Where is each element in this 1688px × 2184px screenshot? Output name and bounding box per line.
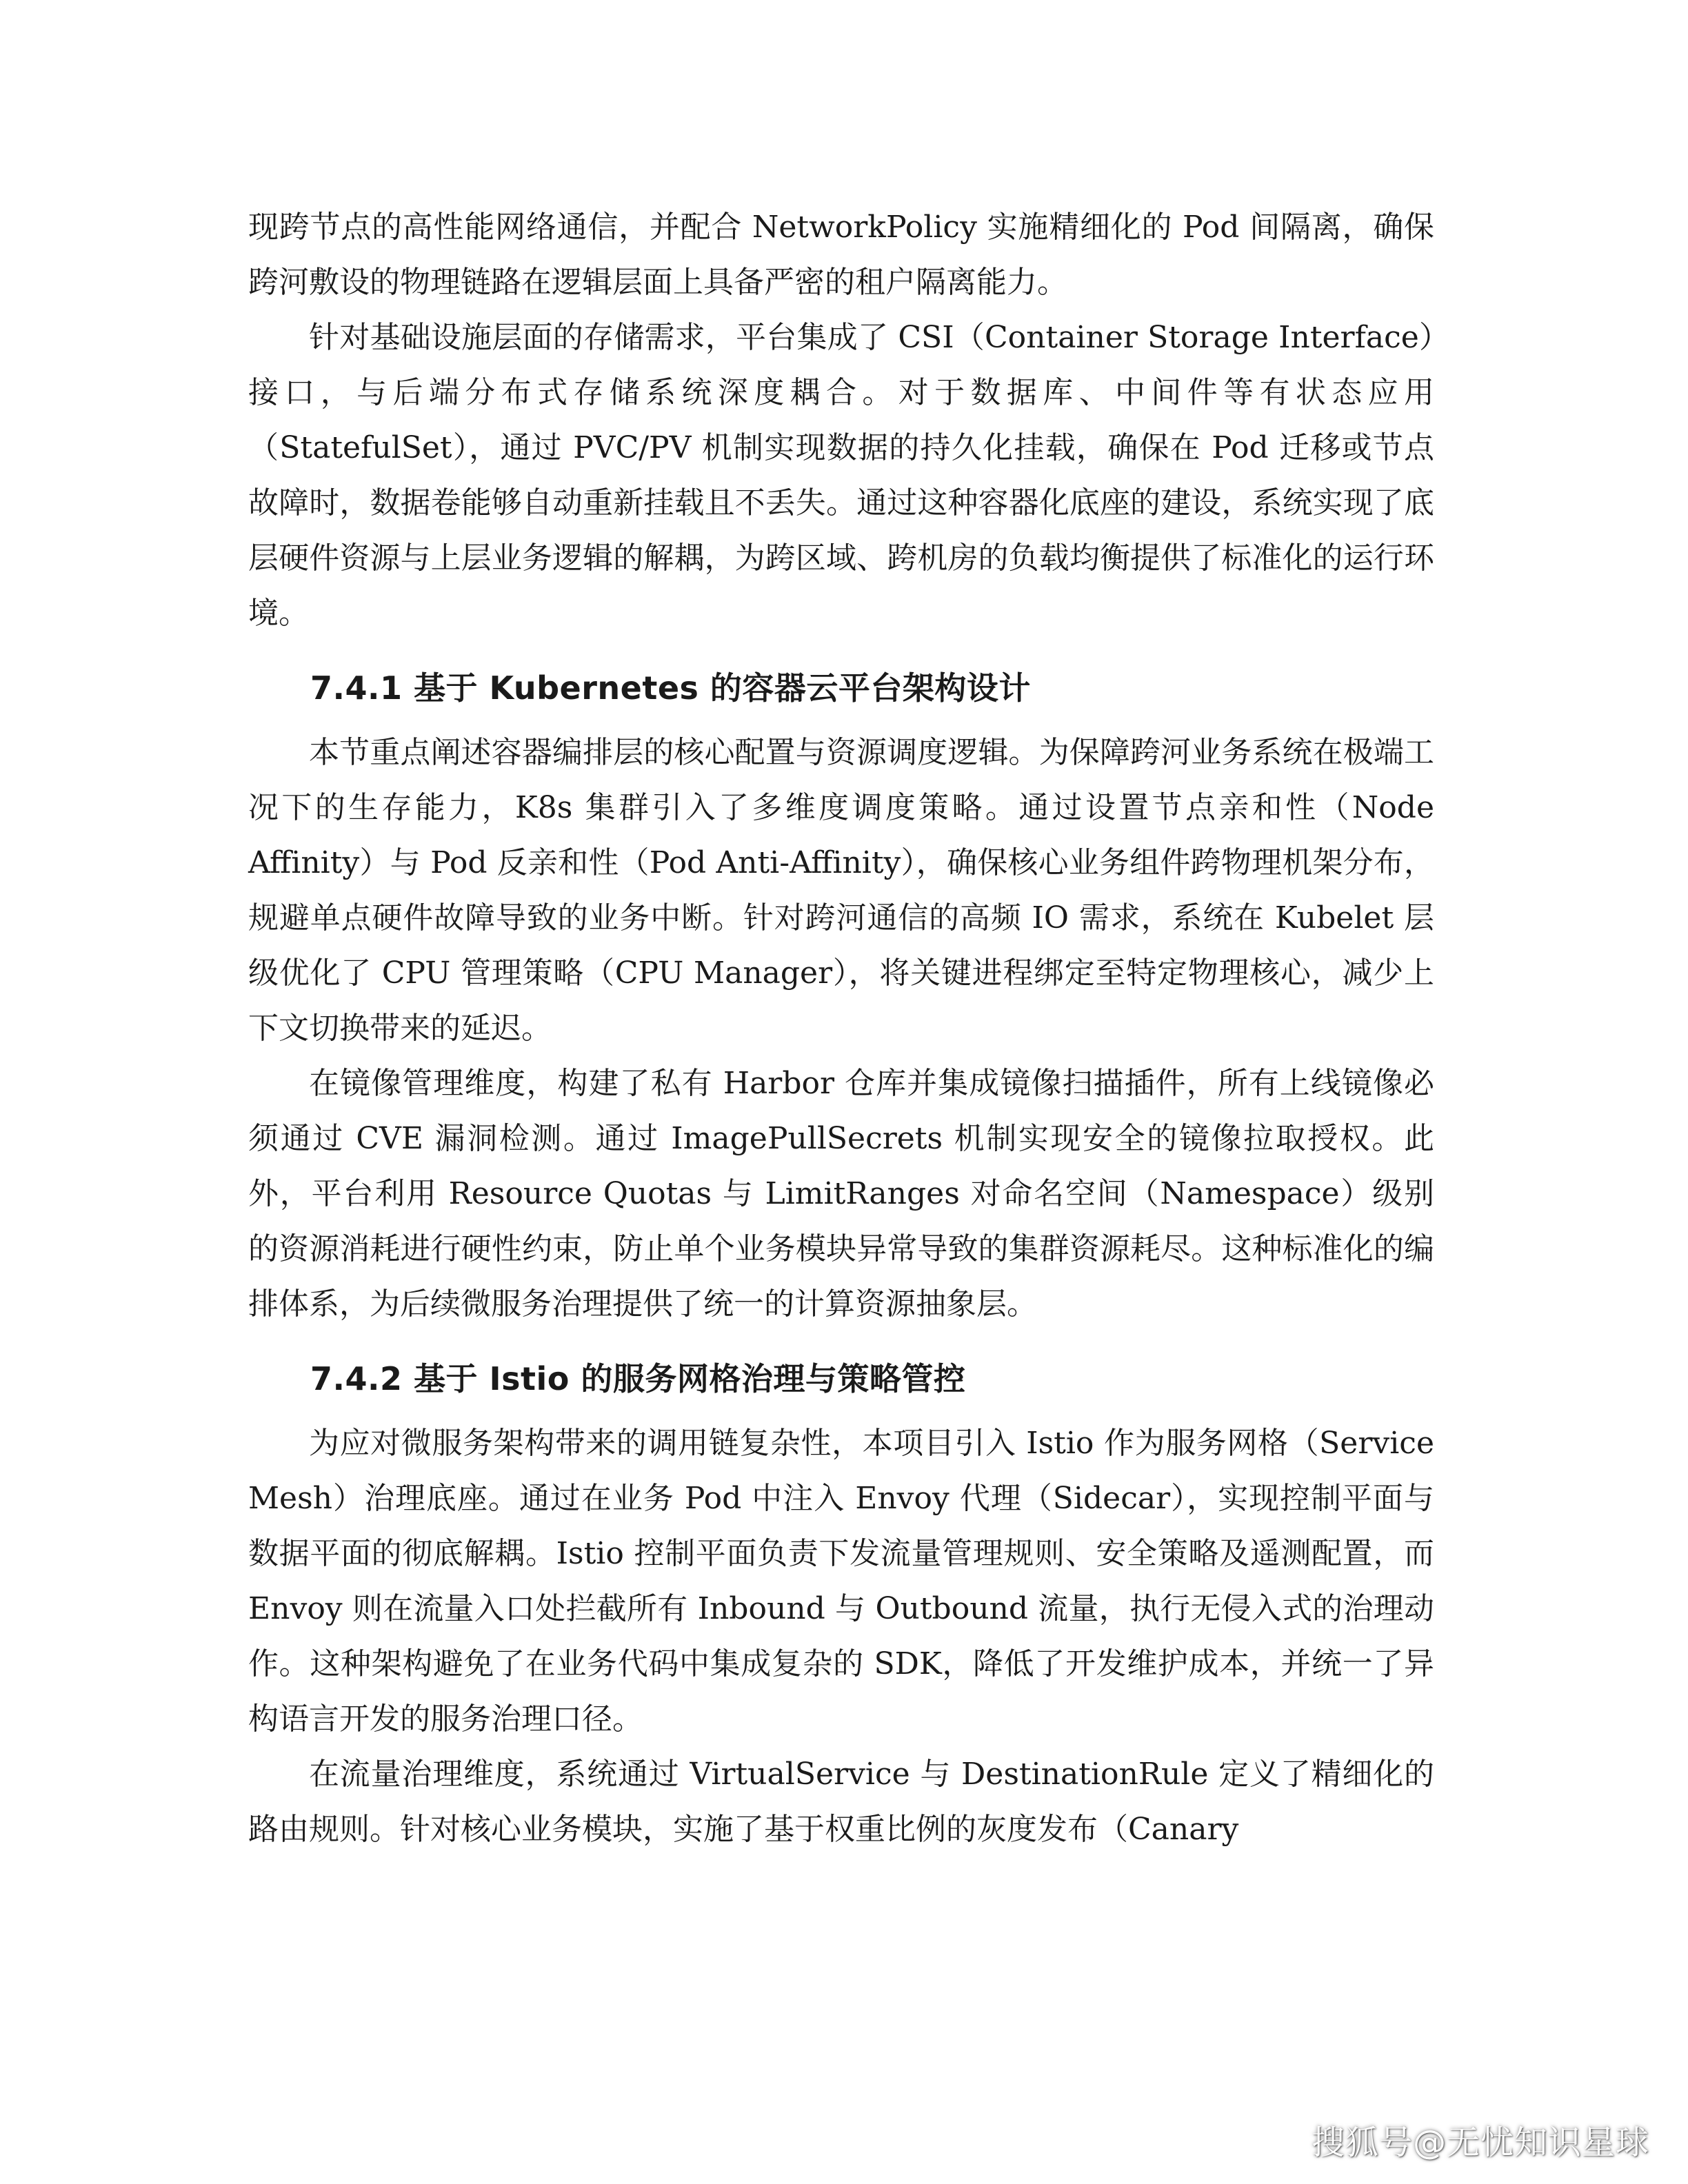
section-heading-7-4-2: 7.4.2 基于 Istio 的服务网格治理与策略管控 bbox=[310, 1360, 966, 1397]
watermark: 搜狐号@无忧知识星球 bbox=[1311, 2123, 1649, 2162]
section-heading-7-4-1: 7.4.1 基于 Kubernetes 的容器云平台架构设计 bbox=[310, 669, 1031, 707]
paragraph-scheduling: 本节重点阐述容器编排层的核心配置与资源调度逻辑。为保障跨河业务系统在极端工况下的生存能力，K8s 集群引入了多维度调度策略。通过设置节点亲和性（Node Affinity）与 Pod 反亲和性（Pod Anti-Affinity），确保核心业务组件跨物理机架分布，规避单点硬件故障导致的业务中断。针对跨河通信的高频 IO 需求，系统在 Kubelet 层级优化了 CPU 管理策略（CPU Manager），将关键进程绑定至特定物理核心，减少上下文切换带来的延迟。 bbox=[248, 735, 1434, 1046]
paragraph-storage: 针对基础设施层面的存储需求，平台集成了 CSI（Container Storage Interface）接口，与后端分布式存储系统深度耦合。对于数据库、中间件等有状态应用（StatefulSet），通过 PVC/PV 机制实现数据的持久化挂载，确保在 Pod 迁移或节点故障时，数据卷能够自动重新挂载且不丢失。通过这种容器化底座的建设，系统实现了底层硬件资源与上层业务逻辑的解耦，为跨区域、跨机房的负载均衡提供了标准化的运行环境。 bbox=[248, 320, 1434, 631]
paragraph-service-mesh: 为应对微服务架构带来的调用链复杂性，本项目引入 Istio 作为服务网格（Service Mesh）治理底座。通过在业务 Pod 中注入 Envoy 代理（Sidecar），实现控制平面与数据平面的彻底解耦。Istio 控制平面负责下发流量管理规则、安全策略及遥测配置，而 Envoy 则在流量入口处拦截所有 Inbound 与 Outbound 流量，执行无侵入式的治理动作。这种架构避免了在业务代码中集成复杂的 SDK，降低了开发维护成本，并统一了异构语言开发的服务治理口径。 bbox=[248, 1426, 1434, 1737]
paragraph-image-management: 在镜像管理维度，构建了私有 Harbor 仓库并集成镜像扫描插件，所有上线镜像必须通过 CVE 漏洞检测。通过 ImagePullSecrets 机制实现安全的镜像拉取授权。此外，平台利用 Resource Quotas 与 LimitRanges 对命名空间（Namespace）级别的资源消耗进行硬性约束，防止单个业务模块异常导致的集群资源耗尽。这种标准化的编排体系，为后续微服务治理提供了统一的计算资源抽象层。 bbox=[248, 1066, 1434, 1322]
document-page bbox=[248, 200, 1434, 1857]
paragraph-continuation: 现跨节点的高性能网络通信，并配合 NetworkPolicy 实施精细化的 Pod 间隔离，确保跨河敷设的物理链路在逻辑层面上具备严密的租户隔离能力。 bbox=[248, 210, 1434, 300]
paragraph-traffic-governance: 在流量治理维度，系统通过 VirtualService 与 DestinationRule 定义了精细化的路由规则。针对核心业务模块，实施了基于权重比例的灰度发布（Canary bbox=[248, 1757, 1434, 1847]
